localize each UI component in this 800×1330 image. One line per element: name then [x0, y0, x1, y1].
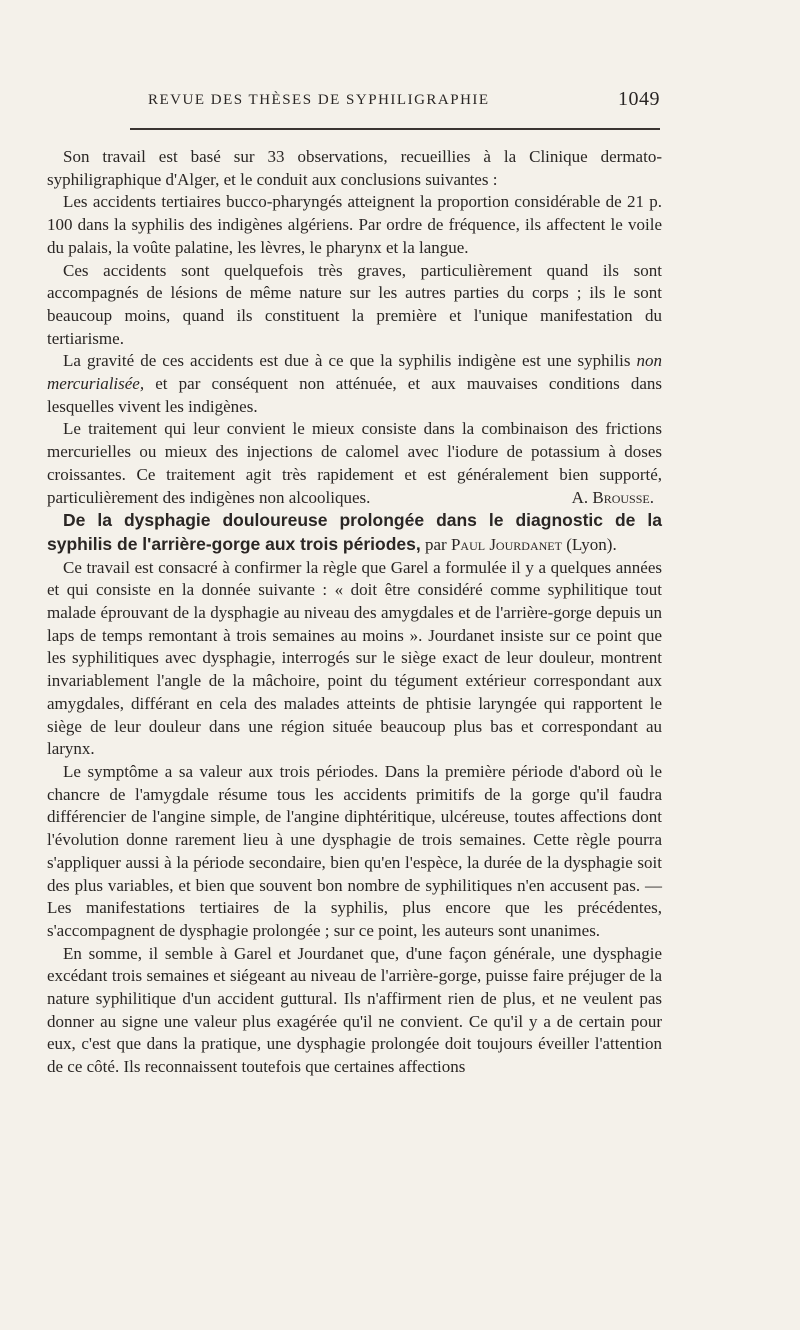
italic-phrase: non mercurialisée, — [47, 351, 662, 394]
article-title: De la dysphagie douloureuse prolongée dans le diagnostic de la syphilis de l'arrière-gorge aux trois périodes, — [47, 510, 662, 554]
running-title: REVUE DES THÈSES DE SYPHILIGRAPHIE — [148, 92, 490, 108]
header-rule — [130, 128, 660, 130]
text-run: et par conséquent non atténuée, et aux mauvaises conditions dans lesquelles vivent les indigènes. — [47, 374, 662, 416]
paragraph: Les accidents tertiaires bucco-pharyngés atteignent la proportion considérable de 21 p. 100 dans la syphilis des indigènes algériens. Par ordre de fréquence, ils affectent le voile du palais, la voûte palatine, les lèvres, le pharynx et la langue. — [47, 192, 662, 257]
paragraph: Son travail est basé sur 33 observations, recueillies à la Clinique dermato-syphiligraphique d'Alger, et le conduit aux conclusions suivantes : — [47, 147, 662, 189]
paragraph — [47, 418, 662, 509]
running-header — [130, 88, 660, 120]
text-run: Le traitement qui leur convient le mieux consiste dans la combinaison des frictions mercurielles ou mieux des injections de calomel avec l'iodure de potassium à doses croissantes. Ce traitement agit très rapidement et est généralement bien supporté, particulièrement des indigènes non alcooliques. — [47, 419, 662, 507]
author-city: (Lyon). — [561, 534, 617, 554]
signature: A. Brousse. — [571, 487, 654, 507]
paragraph: Ce travail est consacré à confirmer la règle que Garel a formulée il y a quelques années et qui consiste en la donnée suivante : « doit être considéré comme syphilitique tout malade éprouvant de la dysphagie au niveau des amygdales et de l'arrière-gorge depuis un laps de temps remontant à trois semaines au moins ». Jourdanet insiste sur ce point que les syphilitiques avec dysphagie, interrogés sur le siège exact de leur douleur, montrent invariablement l'angle de la mâchoire, point du tégument extérieur correspondant aux amygdales, différant en cela des malades atteints de phtisie laryngée qui rapportent le siège de leur douleur dans une région située beaucoup plus bas et correspondant au larynx. — [47, 557, 662, 759]
paragraph: En somme, il semble à Garel et Jourdanet que, d'une façon générale, une dysphagie excédant trois semaines et siégeant au niveau de l'arrière-gorge, puisse faire préjuger de la nature syphilitique d'un accident guttural. Ils n'affirment rien de plus, et ne veulent pas donner au signe une valeur plus exagérée qu'il ne convient. Ce qu'il y a de certain pour eux, c'est que dans la pratique, une dysphagie prolongée doit toujours éveiller l'attention de ce côté. Ils reconnaissent toutefois que certaines affections — [47, 943, 662, 1077]
body-text — [47, 146, 662, 1079]
page-number: 1049 — [618, 88, 660, 110]
paragraph: Le symptôme a sa valeur aux trois périodes. Dans la première période d'abord où le chancre de l'amygdale résume tous les accidents primitifs de la gorge qu'il faudra différencier de l'angine simple, de l'angine diphtéritique, ulcéreuse, toutes affections dont l'évolution donne rarement lieu à une dysphagie de trois semaines. Cette règle pourra s'appliquer aussi à la période secondaire, bien qu'en l'espèce, la durée de la dysphagie soit des plus variables, et bien que souvent bon nombre de syphilitiques n'en accusent pas. — Les manifestations tertiaires de la syphilis, plus encore que les précédentes, s'accompagnent de dysphagie prolongée ; sur ce point, les auteurs sont unanimes. — [47, 761, 662, 940]
paragraph — [47, 350, 662, 418]
byline-par: par — [420, 534, 451, 554]
text-run: La gravité de ces accidents est due à ce que la syphilis indigène est une syphilis — [63, 351, 637, 371]
article-heading — [47, 509, 662, 556]
author-name: Paul Jourdanet — [450, 534, 562, 554]
paragraph: Ces accidents sont quelquefois très graves, particulièrement quand ils sont accompagnés de lésions de même nature sur les autres parties du corps ; ils le sont beaucoup moins, quand ils constituent la première et l'unique manifestation du tertiarisme. — [47, 260, 662, 348]
